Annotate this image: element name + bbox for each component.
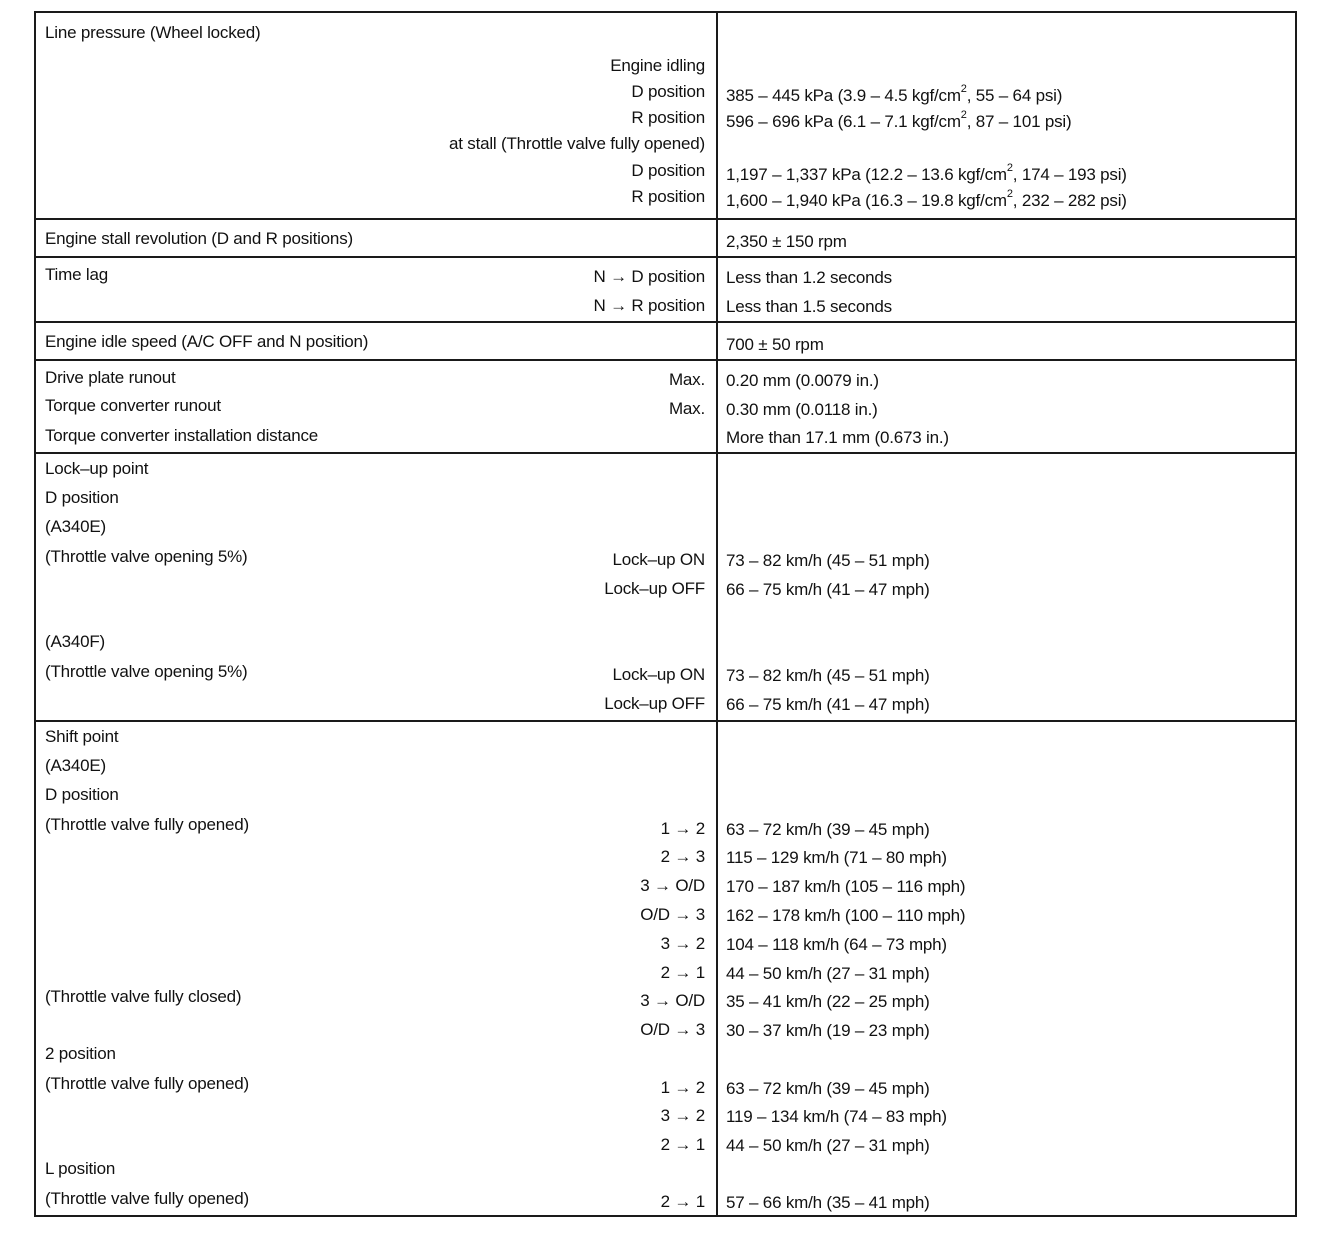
idle-r-position-label: R position (631, 108, 705, 127)
line-pressure-section (36, 13, 1295, 218)
column-divider (716, 220, 718, 256)
lockup-on-label-f: Lock–up ON (612, 665, 705, 684)
time-lag-nd-label: N → D position (593, 267, 705, 286)
shift-d-open-4-value: 162 – 178 km/h (100 – 110 mph) (726, 906, 966, 925)
shift-posL-open-label: (Throttle valve fully opened) (45, 1189, 249, 1208)
column-divider (716, 722, 718, 1215)
shift-a340e: (A340E) (45, 756, 106, 775)
shift-pos2-3-label: 2 → 1 (660, 1135, 705, 1154)
time-lag-nr-label: N → R position (593, 296, 705, 315)
column-divider (716, 258, 718, 321)
idle-speed-section (36, 321, 1295, 359)
shift-d-closed-2-value: 30 – 37 km/h (19 – 23 mph) (726, 1021, 930, 1040)
idle-d-position-value: 385 – 445 kPa (3.9 – 4.5 kgf/$cm^2$, 55 – 64 psi) (726, 83, 1063, 105)
drive-plate-max-label: Max. (668, 370, 705, 389)
time-lag-label: Time lag (45, 265, 108, 284)
shift-d-open-5-label: 3 → 2 (660, 934, 705, 953)
shift-d-open-label: (Throttle valve fully opened) (45, 815, 249, 834)
shift-d-closed-1-label: 3 → O/D (640, 991, 705, 1010)
lockup-title: Lock–up point (45, 459, 149, 478)
shift-d-position: D position (45, 785, 119, 804)
lockup-on-value-e: 73 – 82 km/h (45 – 51 mph) (726, 551, 930, 570)
shift-pos2-1-label: 1 → 2 (660, 1078, 705, 1097)
time-lag-nr-value: Less than 1.5 seconds (726, 297, 892, 316)
lockup-section (36, 452, 1295, 720)
idle-r-position-value: 596 – 696 kPa (6.1 – 7.1 kgf/$cm^2$, 87 – 101 psi) (726, 109, 1072, 131)
column-divider (716, 323, 718, 359)
shift-pos2-2-label: 3 → 2 (660, 1106, 705, 1125)
runout-section (36, 359, 1295, 452)
stall-revolution-value: 2,350 ± 150 rpm (726, 232, 847, 251)
engine-idling-label: Engine idling (610, 56, 705, 75)
shift-d-open-3-label: 3 → O/D (640, 876, 705, 895)
shift-d-open-6-value: 44 – 50 km/h (27 – 31 mph) (726, 964, 930, 983)
shift-d-open-3-value: 170 – 187 km/h (105 – 116 mph) (726, 877, 966, 896)
shift-d-open-6-label: 2 → 1 (660, 963, 705, 982)
stall-revolution-section (36, 218, 1295, 256)
shift-pos2-label: 2 position (45, 1044, 116, 1063)
shift-d-closed-2-label: O/D → 3 (640, 1020, 705, 1039)
shift-pos2-open-label: (Throttle valve fully opened) (45, 1074, 249, 1093)
shift-d-closed-1-value: 35 – 41 km/h (22 – 25 mph) (726, 992, 930, 1011)
shift-posL-1-value: 57 – 66 km/h (35 – 41 mph) (726, 1193, 930, 1212)
at-stall-label: at stall (Throttle valve fully opened) (448, 134, 705, 153)
converter-runout-value: 0.30 mm (0.0118 in.) (726, 400, 878, 419)
column-divider (716, 361, 718, 452)
line-pressure-title: Line pressure (Wheel locked) (45, 23, 261, 42)
idle-speed-value: 700 ± 50 rpm (726, 335, 824, 354)
converter-runout-label: Torque converter runout (45, 396, 221, 415)
shift-title: Shift point (45, 727, 119, 746)
shift-d-open-5-value: 104 – 118 km/h (64 – 73 mph) (726, 935, 947, 954)
shift-d-open-2-label: 2 → 3 (660, 847, 705, 866)
shift-pos2-3-value: 44 – 50 km/h (27 – 31 mph) (726, 1136, 930, 1155)
lockup-throttle-f: (Throttle valve opening 5%) (45, 662, 248, 681)
idle-d-position-label: D position (631, 82, 705, 101)
shift-d-closed-label: (Throttle valve fully closed) (45, 987, 242, 1006)
spec-table (34, 11, 1297, 1217)
drive-plate-runout-value: 0.20 mm (0.0079 in.) (726, 371, 879, 390)
stall-d-position-label: D position (631, 161, 705, 180)
time-lag-section (36, 256, 1295, 321)
lockup-a340e: (A340E) (45, 517, 106, 536)
lockup-off-value-f: 66 – 75 km/h (41 – 47 mph) (726, 695, 930, 714)
shift-d-open-4-label: O/D → 3 (640, 905, 705, 924)
time-lag-nd-value: Less than 1.2 seconds (726, 268, 892, 287)
lockup-off-label-f: Lock–up OFF (604, 694, 705, 713)
stall-d-position-value: 1,197 – 1,337 kPa (12.2 – 13.6 kgf/$cm^2$, 174 – 193 psi) (726, 162, 1127, 184)
shift-posL-1-label: 2 → 1 (660, 1192, 705, 1211)
converter-max-label: Max. (668, 399, 705, 418)
column-divider (716, 454, 718, 720)
lockup-d-position: D position (45, 488, 119, 507)
shift-pos2-2-value: 119 – 134 km/h (74 – 83 mph) (726, 1107, 947, 1126)
converter-install-value: More than 17.1 mm (0.673 in.) (726, 428, 949, 447)
shift-pos2-1-value: 63 – 72 km/h (39 – 45 mph) (726, 1079, 930, 1098)
converter-install-label: Torque converter installation distance (45, 426, 319, 445)
lockup-off-value-e: 66 – 75 km/h (41 – 47 mph) (726, 580, 930, 599)
column-divider (716, 13, 718, 218)
lockup-a340f: (A340F) (45, 632, 106, 651)
shift-point-section (36, 720, 1295, 1215)
drive-plate-runout-label: Drive plate runout (45, 368, 176, 387)
stall-revolution-label: Engine stall revolution (D and R positions) (45, 229, 353, 248)
shift-d-open-2-value: 115 – 129 km/h (71 – 80 mph) (726, 848, 947, 867)
shift-posL-label: L position (45, 1159, 116, 1178)
shift-d-open-1-value: 63 – 72 km/h (39 – 45 mph) (726, 820, 930, 839)
lockup-off-label-e: Lock–up OFF (604, 579, 705, 598)
lockup-throttle-e: (Throttle valve opening 5%) (45, 547, 248, 566)
lockup-on-value-f: 73 – 82 km/h (45 – 51 mph) (726, 666, 930, 685)
stall-r-position-value: 1,600 – 1,940 kPa (16.3 – 19.8 kgf/$cm^2$, 232 – 282 psi) (726, 188, 1127, 210)
stall-r-position-label: R position (631, 187, 705, 206)
idle-speed-label: Engine idle speed (A/C OFF and N position) (45, 332, 369, 351)
lockup-on-label-e: Lock–up ON (612, 550, 705, 569)
shift-d-open-1-label: 1 → 2 (660, 819, 705, 838)
